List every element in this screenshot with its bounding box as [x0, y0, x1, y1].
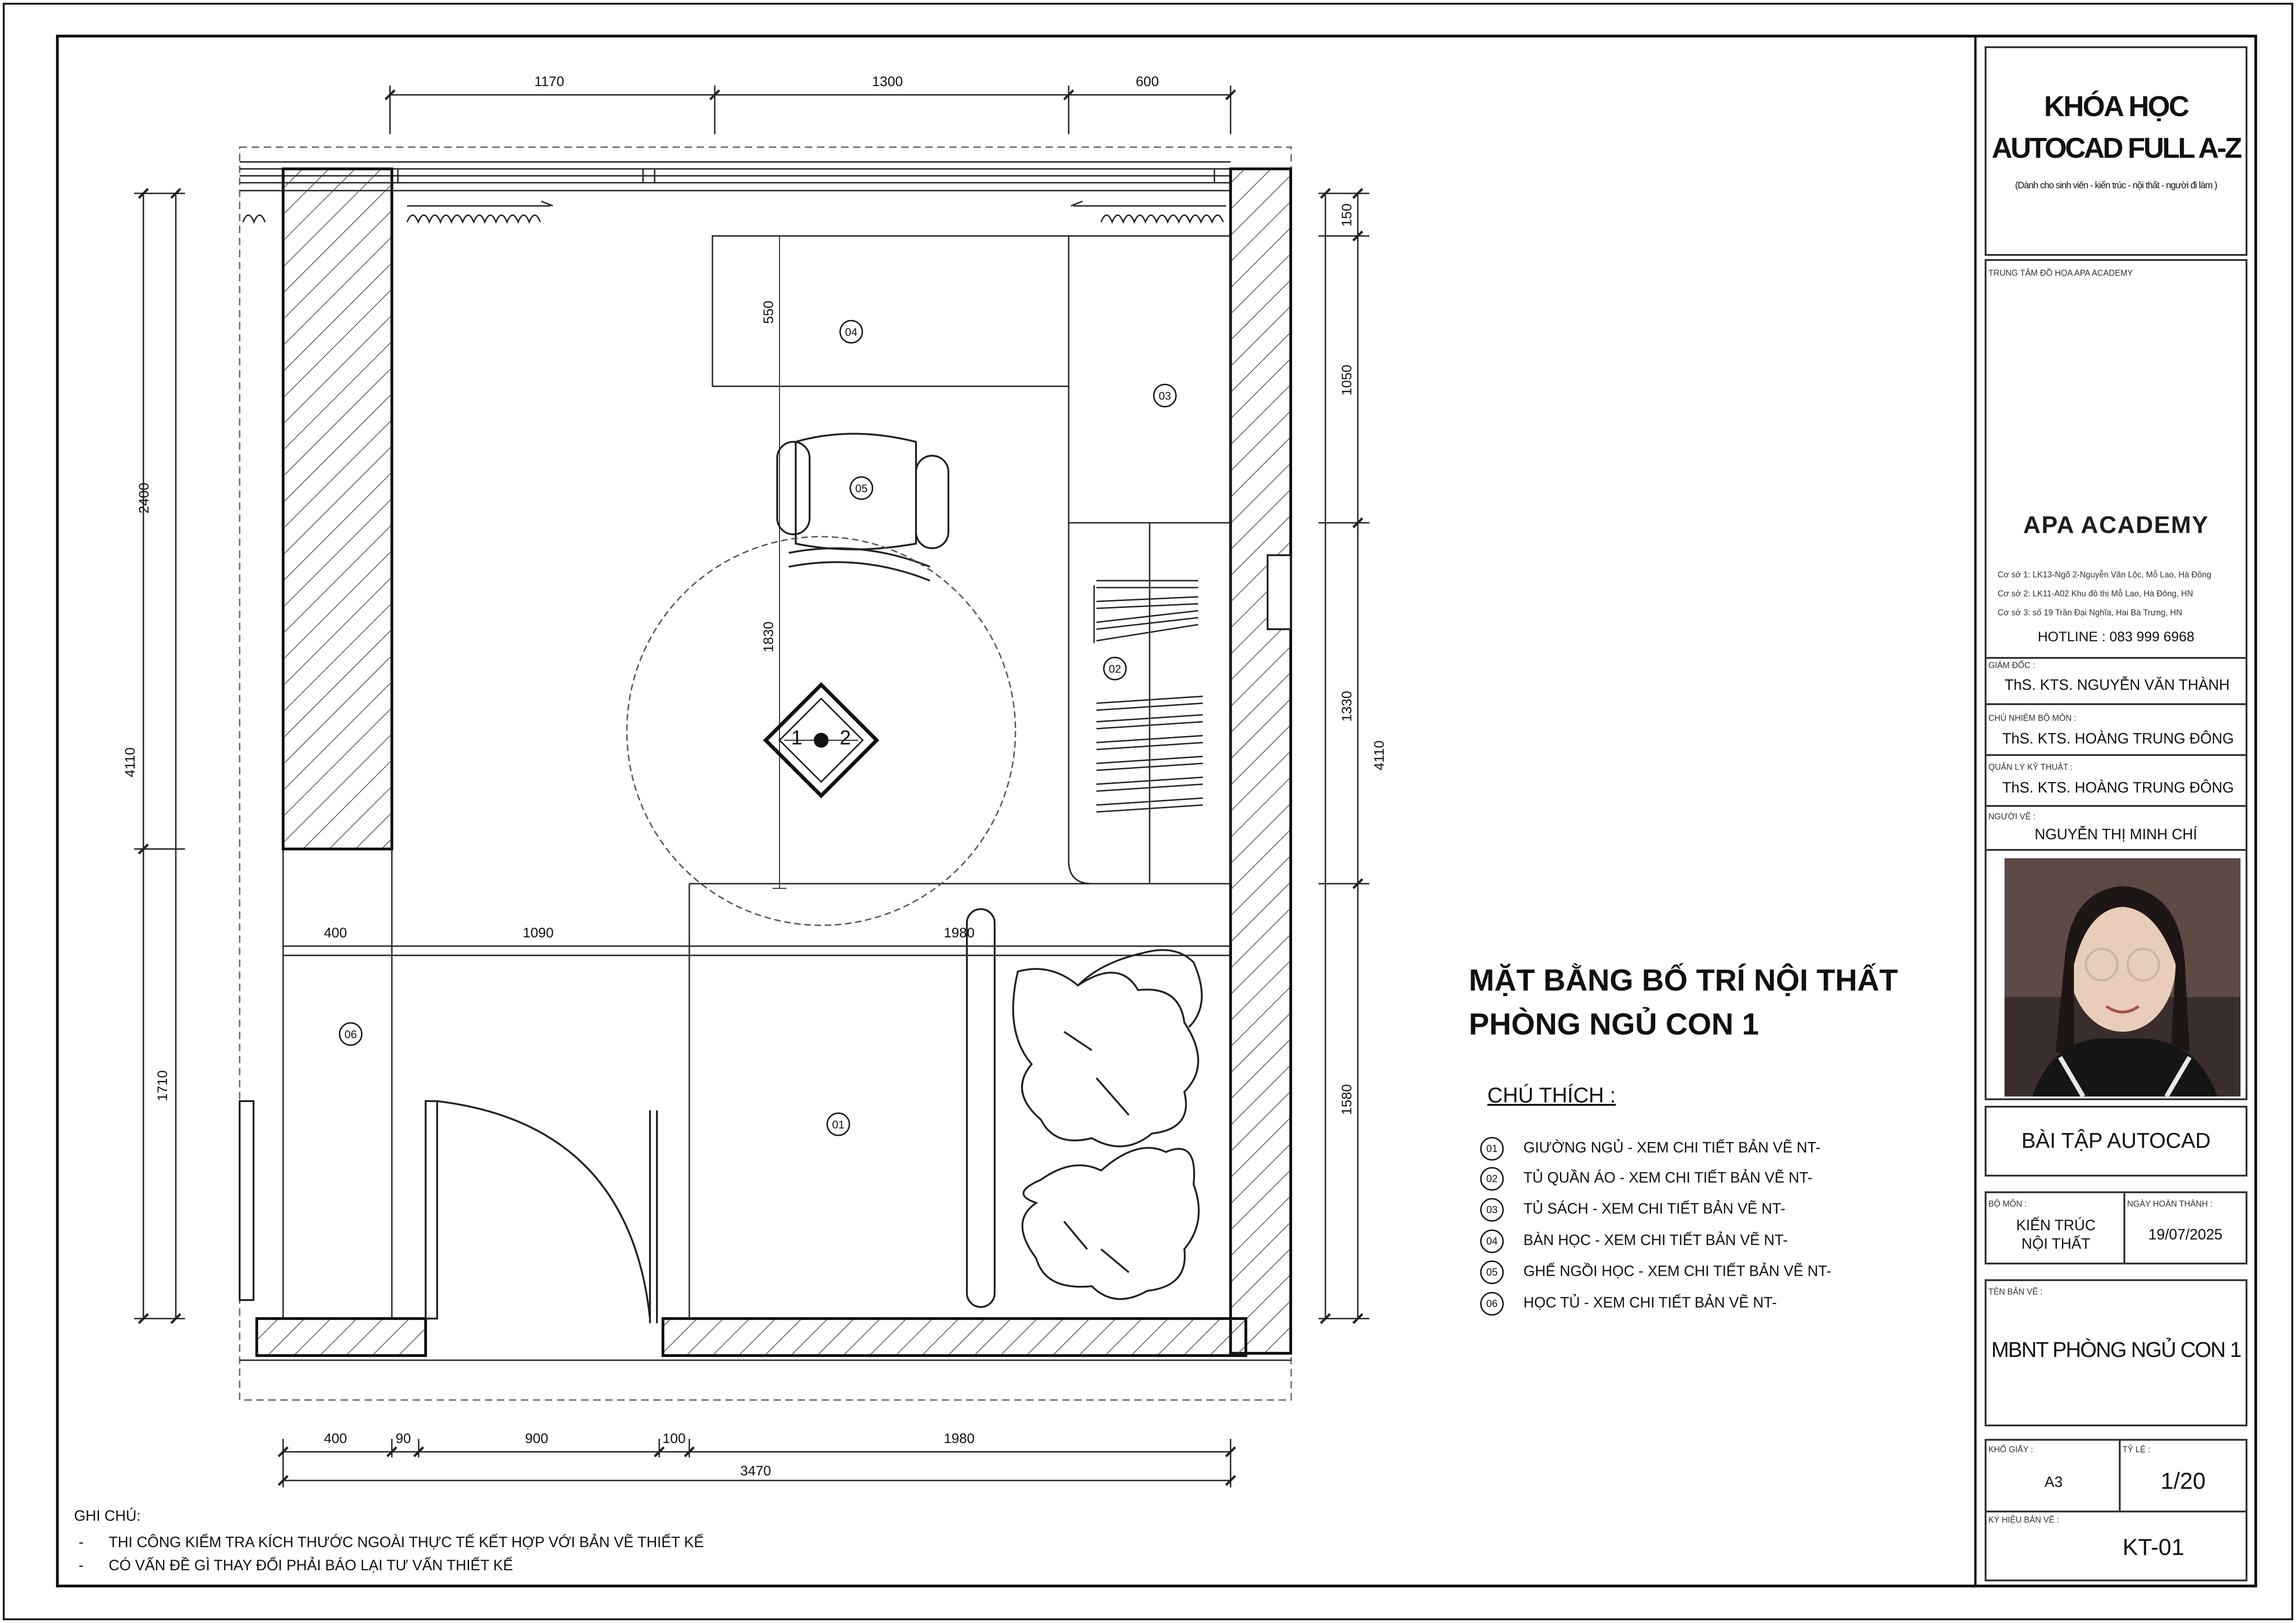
- legend-item: GIƯỜNG NGỦ - XEM CHI TIẾT BẢN VẼ NT-: [1523, 1139, 1821, 1156]
- drawer-label: NGƯỜI VẼ :: [1988, 812, 2036, 821]
- note-bullet: -: [79, 1534, 84, 1550]
- curtain-right: [1071, 201, 1226, 222]
- dim-bot-3470: 3470: [740, 1463, 771, 1479]
- left-hatched-column: [283, 169, 392, 849]
- dim-bot-900: 900: [525, 1431, 549, 1446]
- room-outline-dashed: [240, 147, 1291, 1400]
- sheet-name: MBNT PHÒNG NGỦ CON 1: [1991, 1338, 2241, 1362]
- section-mark-left: 1: [791, 726, 803, 749]
- label-05: 05: [855, 483, 868, 495]
- head-label: CHỦ NHIỆM BỘ MÔN :: [1988, 713, 2077, 723]
- dim-top-600: 600: [1136, 74, 1159, 89]
- legend-item: GHẾ NGỒI HỌC - XEM CHI TIẾT BẢN VẼ NT-: [1523, 1263, 1832, 1279]
- label-03: 03: [1158, 390, 1171, 403]
- bottom-wall-right: [663, 1319, 1246, 1356]
- hotline: HOTLINE : 083 999 6968: [2037, 629, 2195, 644]
- drawing-title-line1: MẶT BẰNG BỐ TRÍ NỘI THẤT: [1469, 963, 1898, 997]
- dim-inner-1830: 1830: [761, 621, 776, 652]
- bed-rail: [967, 909, 995, 1307]
- code-value: KT-01: [2123, 1534, 2185, 1560]
- dim-left-4110: 4110: [123, 747, 138, 777]
- director-label: GIÁM ĐỐC :: [1988, 661, 2036, 670]
- bottom-wall-left: [257, 1319, 426, 1356]
- assignment-title: BÀI TẬP AUTOCAD: [2021, 1128, 2211, 1152]
- center-label: TRUNG TÂM ĐỒ HỌA APA ACADEMY: [1988, 268, 2133, 278]
- dim-bot-90: 90: [396, 1431, 411, 1446]
- dim-bot-400: 400: [324, 1431, 347, 1446]
- dim-top-1300: 1300: [872, 74, 903, 89]
- head-name: ThS. KTS. HOÀNG TRUNG ĐÔNG: [2002, 730, 2234, 747]
- director-name: ThS. KTS. NGUYỄN VĂN THÀNH: [2005, 676, 2230, 693]
- note-item: THI CÔNG KIỂM TRA KÍCH THƯỚC NGOÀI THỰC TẾ KẾT HỢP VỚI BẢN VẼ THIẾT KẾ: [109, 1534, 704, 1550]
- brand-name: APA ACADEMY: [2023, 512, 2209, 539]
- right-wall: [1231, 169, 1291, 1353]
- drawer-photo: [2005, 858, 2240, 1096]
- code-label: KÝ HIỆU BẢN VẼ :: [1988, 1515, 2060, 1524]
- legend-num: 02: [1486, 1173, 1498, 1184]
- legend-item: HỌC TỦ - XEM CHI TIẾT BẢN VẼ NT-: [1523, 1294, 1777, 1311]
- label-circles: [340, 321, 1176, 1135]
- dim-right-150: 150: [1339, 203, 1355, 227]
- door: [426, 1101, 657, 1323]
- dept-label: BỘ MÔN :: [1988, 1199, 2027, 1208]
- dept-line2: NỘI THẤT: [2021, 1235, 2091, 1252]
- tech-label: QUẢN LÝ KỸ THUẬT :: [1988, 762, 2073, 772]
- sheet-name-label: TÊN BẢN VẼ :: [1988, 1287, 2043, 1296]
- note-item: CÓ VẤN ĐỀ GÌ THAY ĐỔI PHẢI BÁO LẠI TƯ VẤN THIẾT KẾ: [109, 1557, 513, 1573]
- section-marker-graphic: [766, 685, 877, 796]
- legend-item: TỦ QUẦN ÁO - XEM CHI TIẾT BẢN VẼ NT-: [1523, 1169, 1813, 1186]
- academy-box: [1985, 259, 2247, 661]
- legend-num: 03: [1486, 1204, 1498, 1215]
- chair: [777, 434, 948, 581]
- curtain-left: [407, 201, 553, 222]
- dim-mid-400: 400: [324, 925, 347, 941]
- paper-label: KHỔ GIẤY :: [1988, 1445, 2033, 1454]
- dim-top-1170: 1170: [534, 74, 564, 89]
- dim-left-1710: 1710: [155, 1070, 170, 1101]
- legend-item: BÀN HỌC - XEM CHI TIẾT BẢN VẼ NT-: [1523, 1232, 1788, 1248]
- dim-bot-100: 100: [662, 1431, 686, 1446]
- legend-title: CHÚ THÍCH :: [1487, 1083, 1616, 1107]
- drawing-title-line2: PHÒNG NGỦ CON 1: [1469, 1007, 1759, 1041]
- label-06: 06: [344, 1028, 357, 1041]
- address-3: Cơ sở 3: số 19 Trần Đại Nghĩa, Hai Bà Trưng, HN: [1998, 608, 2182, 617]
- drawer-name: NGUYỄN THỊ MINH CHÍ: [2035, 826, 2197, 842]
- pillows: [1013, 950, 1202, 1299]
- dim-mid-1980: 1980: [944, 925, 975, 941]
- legend-num: 05: [1486, 1266, 1498, 1278]
- legend-item: TỦ SÁCH - XEM CHI TIẾT BẢN VẼ NT-: [1523, 1200, 1785, 1217]
- dept-line1: KIẾN TRÚC: [2016, 1217, 2096, 1233]
- note-bullet: -: [79, 1557, 84, 1573]
- course-title-line1: KHÓA HỌC: [2044, 91, 2188, 123]
- course-title-line2: AUTOCAD FULL A-Z: [1992, 132, 2240, 164]
- dim-left-2400: 2400: [136, 483, 152, 514]
- legend-circles: [1481, 1138, 1503, 1315]
- legend-num: 06: [1486, 1298, 1498, 1309]
- dim-right-4110: 4110: [1372, 740, 1387, 770]
- scale-label: TỶ LỆ :: [2123, 1445, 2151, 1454]
- dim-right-1580: 1580: [1339, 1084, 1355, 1115]
- course-subtitle: (Dành cho sinh viên - kiến trúc - nội thất - người đi làm ): [2015, 180, 2217, 191]
- notes-title: GHI CHÚ:: [74, 1507, 141, 1524]
- label-02: 02: [1108, 663, 1121, 675]
- date-value: 19/07/2025: [2148, 1226, 2223, 1243]
- paper-value: A3: [2044, 1474, 2063, 1490]
- dim-bot-1980: 1980: [944, 1431, 975, 1446]
- dim-right-1050: 1050: [1339, 365, 1355, 396]
- dim-right-1330: 1330: [1339, 691, 1355, 722]
- label-04: 04: [845, 326, 858, 339]
- address-2: Cơ sở 2: LK11-A02 Khu đô thị Mỗ Lao, Hà Đông, HN: [1998, 589, 2193, 598]
- bookcase: [1069, 236, 1231, 523]
- legend-num: 04: [1486, 1235, 1498, 1247]
- curtain-small: [243, 215, 265, 222]
- legend-num: 01: [1486, 1143, 1498, 1154]
- dim-mid-1090: 1090: [523, 925, 554, 941]
- tech-name: ThS. KTS. HOÀNG TRUNG ĐÔNG: [2002, 779, 2234, 796]
- scale-value: 1/20: [2160, 1468, 2206, 1494]
- date-label: NGÀY HOÀN THÀNH :: [2127, 1199, 2213, 1208]
- address-1: Cơ sở 1: LK13-Ngõ 2-Nguyễn Văn Lộc, Mỗ Lao, Hà Đông: [1998, 570, 2211, 579]
- section-mark-right: 2: [840, 726, 851, 749]
- dim-inner-550: 550: [761, 300, 776, 324]
- hangers: [1094, 581, 1203, 812]
- label-01: 01: [832, 1119, 845, 1131]
